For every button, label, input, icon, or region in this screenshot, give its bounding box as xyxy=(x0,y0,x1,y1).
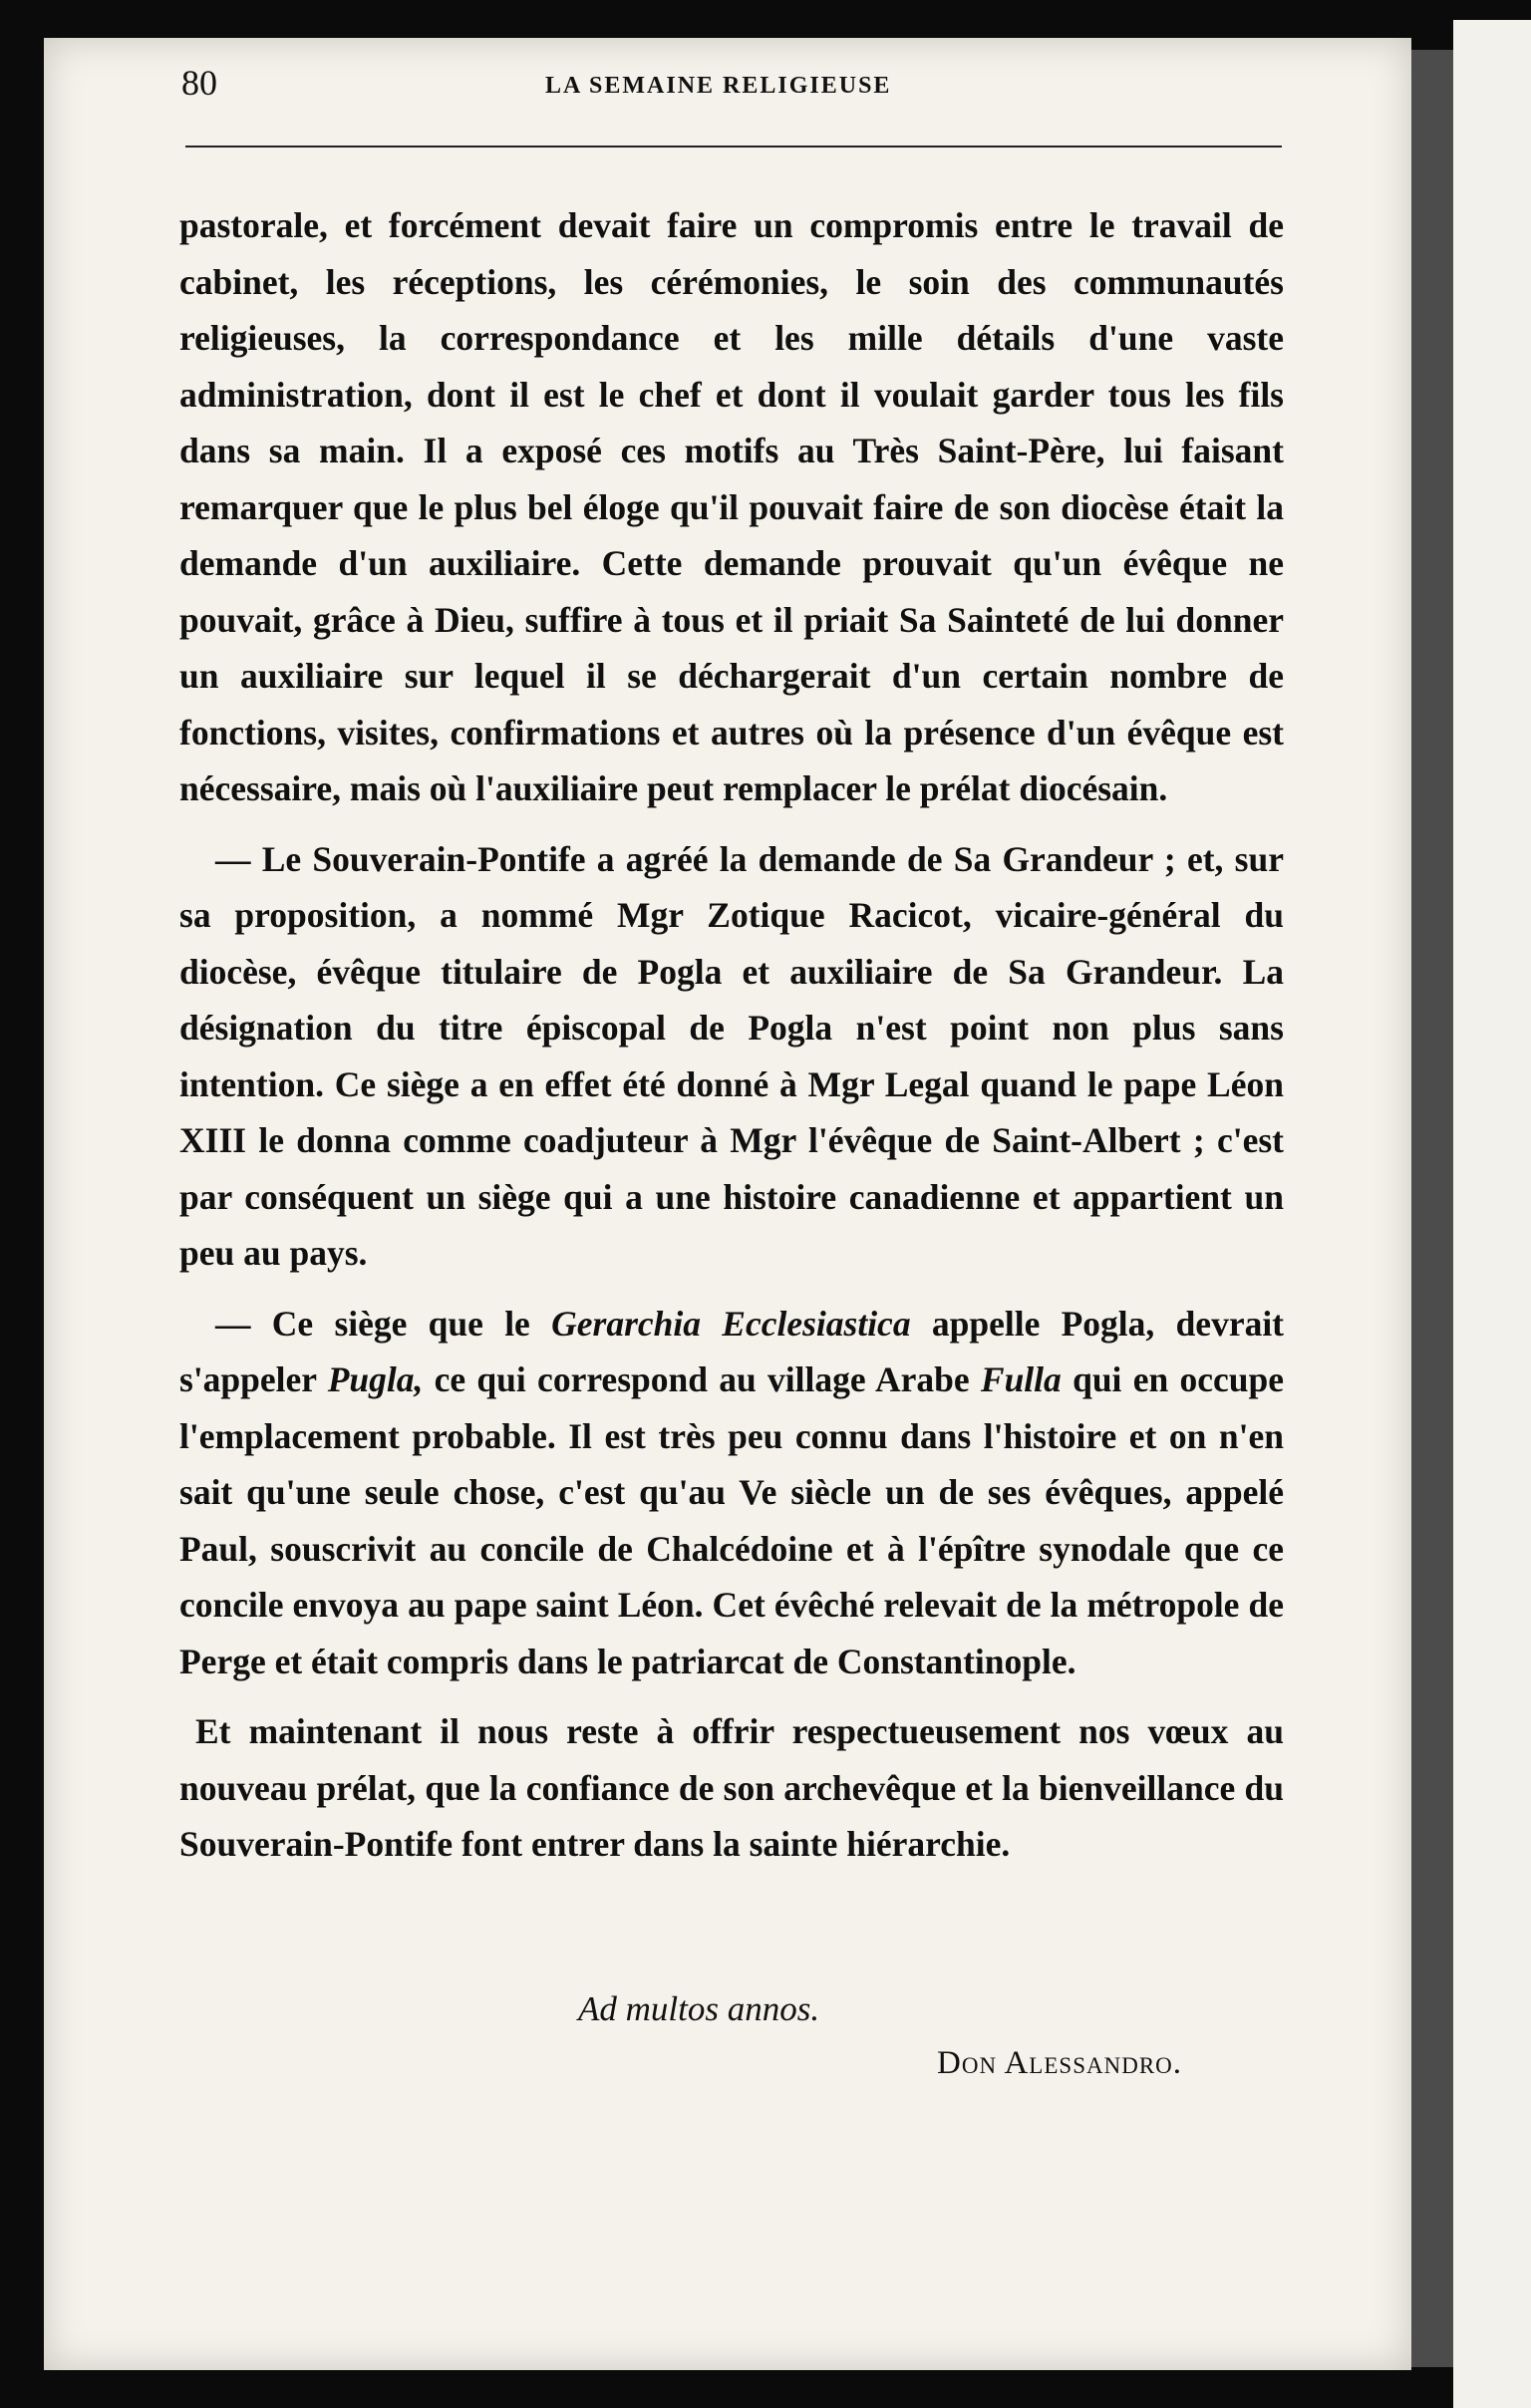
page-number: 80 xyxy=(181,63,217,103)
article-body xyxy=(179,197,1284,1873)
publication-title: LA SEMAINE RELIGIEUSE xyxy=(545,73,892,99)
italic-fulla: Fulla xyxy=(980,1359,1062,1399)
paragraph-3-part-d: qui en occupe l'emplacement probable. Il est très peu connu dans l'histoire et on n'en sait qu'une seule chose, c'est qu'au Ve siècle un de ses évêques, appelé Paul, souscrivit au concile de Chalcédoine et à l'épître synodale que ce concile envoya au pape saint Léon. Cet évêché relevait de la métropole de Perge et était compris dans le patriarcat de Constantinople. xyxy=(179,1359,1284,1681)
paragraph-3 xyxy=(179,1296,1284,1690)
adjacent-page-edge xyxy=(1453,20,1531,2408)
paragraph-3-part-a: — Ce siège que le xyxy=(215,1303,552,1344)
paragraph-3-part-c: ce qui correspond au village Arabe xyxy=(423,1359,981,1399)
paragraph-3-part-b: appelle Pogla, devrait s'appeler xyxy=(179,1303,1285,1399)
page-shadow-edge xyxy=(1411,50,1453,2367)
closing-phrase: Ad multos annos. xyxy=(578,1989,820,2028)
header-rule xyxy=(185,146,1282,148)
paragraph-2: — Le Souverain-Pontife a agréé la demande de Sa Grandeur ; et, sur sa proposition, a nommé Mgr Zotique Racicot, vicaire-général du diocèse, évêque titulaire de Pogla et auxiliaire de Sa Grandeur. La désignation du titre épiscopal de Pogla n'est point non plus sans intention. Ce siège a en effet été donné à Mgr Legal quand le pape Léon XIII le donna comme coadjuteur à Mgr l'évêque de Saint-Albert ; c'est par conséquent un siège qui a une histoire canadienne et appartient un peu au pays. xyxy=(179,838,1284,1273)
italic-pugla: Pugla, xyxy=(327,1359,424,1399)
running-header xyxy=(181,62,1278,102)
paragraph-1: pastorale, et forcément devait faire un compromis entre le travail de cabinet, les réceptions, les cérémonies, le soin des communautés religieuses, la correspondance et les mille détails d'une vaste administration, dont il est le chef et dont il voulait garder tous les fils dans sa main. Il a exposé ces motifs au Très Saint-Père, lui faisant remarquer que le plus bel éloge qu'il pouvait faire de son diocèse était la demande d'un auxiliaire. Cette demande prouvait qu'un évêque ne pouvait, grâce à Dieu, suffire à tous et il priait Sa Sainteté de lui donner un auxiliaire sur lequel il se déchargerait d'un certain nombre de fonctions, visites, confirmations et autres où la présence d'un évêque est nécessaire, mais où l'auxiliaire peut remplacer le prélat diocésain. xyxy=(179,205,1284,808)
italic-gerarchia: Gerarchia Ecclesiastica xyxy=(551,1303,911,1344)
author-signature: Don Alessandro. xyxy=(937,2045,1183,2081)
paragraph-4: Et maintenant il nous reste à offrir respectueusement nos vœux au nouveau prélat, que la confiance de son archevêque et la bienveillance du Souverain-Pontife font entrer dans la sainte hiérarchie. xyxy=(179,1711,1284,1864)
